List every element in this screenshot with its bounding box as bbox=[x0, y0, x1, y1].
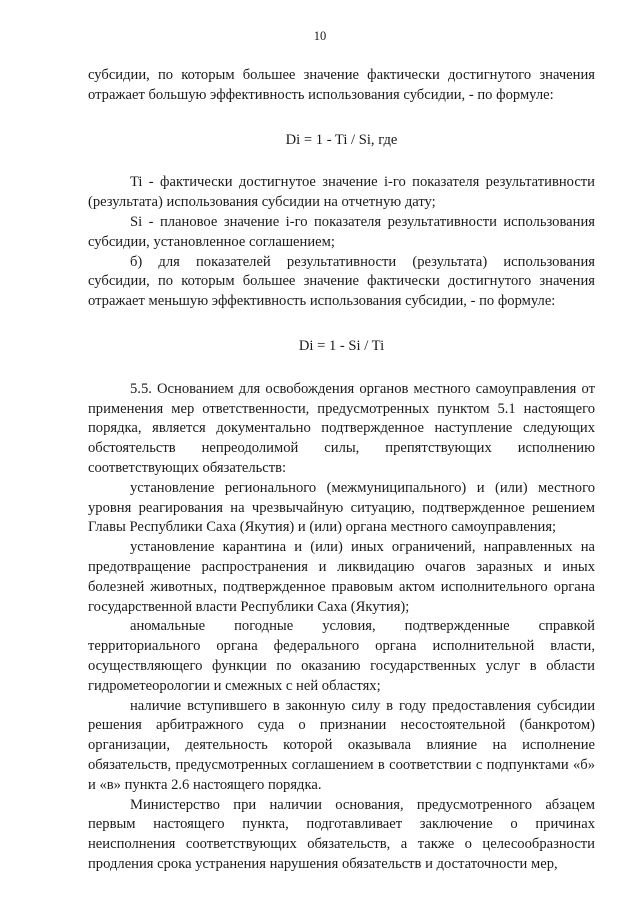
document-body bbox=[88, 66, 595, 875]
paragraph-text: установление карантина и (или) иных ограничений, направленных на предотвращение распространения и ликвидацию очагов заразных и иных болезней животных, подтвержденное правовым актом исполнительного органа государственной власти Республики Саха (Якутия); bbox=[88, 539, 595, 615]
paragraph-text: Министерство при наличии основания, предусмотренного абзацем первым настоящего пункта, подготавливает заключение о причинах неисполнения соответствующих обязательств, а также о целесообразности продления срока устранения нарушения обязательств и достаточности мер, bbox=[88, 796, 595, 872]
paragraph-text: 5.5. Основанием для освобождения органов местного самоуправления от применения мер ответственности, предусмотренных пунктом 5.1 настоящего порядка, является документально подтвержденное наступление следующих обстоятельств непреодолимой силы, препятствующих исполнению соответствующих обязательств: bbox=[88, 380, 595, 476]
paragraph-text: субсидии, по которым большее значение фактически достигнутого значения отражает большую эффективность использования субсидии, - по формуле: bbox=[88, 67, 595, 103]
page-number: 10 bbox=[313, 29, 327, 43]
paragraph-text: Ti - фактически достигнутое значение i-го показателя результативности (результата) использования субсидии на отчетную дату; bbox=[88, 174, 595, 211]
paragraph-text: аномальные погодные условия, подтвержденные справкой территориального органа федерального органа исполнительной власти, осуществляющего функции по оказанию государственных услуг в области гидрометеорологии и смежных с ней областях; bbox=[88, 618, 595, 694]
formula: Di = 1 - Ti / Si, где bbox=[285, 131, 398, 148]
paragraph-text: б) для показателей результативности (результата) использования субсидии, по которым большее значение фактически достигнутого значения отражает меньшую эффективность использования субсидии, - по формуле: bbox=[88, 253, 595, 310]
paragraph-text: Si - плановое значение i-го показателя результативности использования субсидии, установленное соглашением; bbox=[88, 213, 595, 250]
paragraph-text: установление регионального (межмуниципального) и (или) местного уровня реагирования на чрезвычайную ситуацию, подтвержденное решением Главы Республики Саха (Якутия) и (или) органа местного самоуправления; bbox=[88, 479, 595, 536]
paragraph-text: наличие вступившего в законную силу в году предоставления субсидии решения арбитражного суда о признании несостоятельной (банкротом) организации, деятельность которой оказывала влияние на исполнение обязательств, предусмотренных соглашением в соответствии с подпунктами «б» и «в» пункта 2.6 настоящего порядка. bbox=[88, 697, 595, 793]
formula: Di = 1 - Si / Ti bbox=[298, 337, 385, 354]
